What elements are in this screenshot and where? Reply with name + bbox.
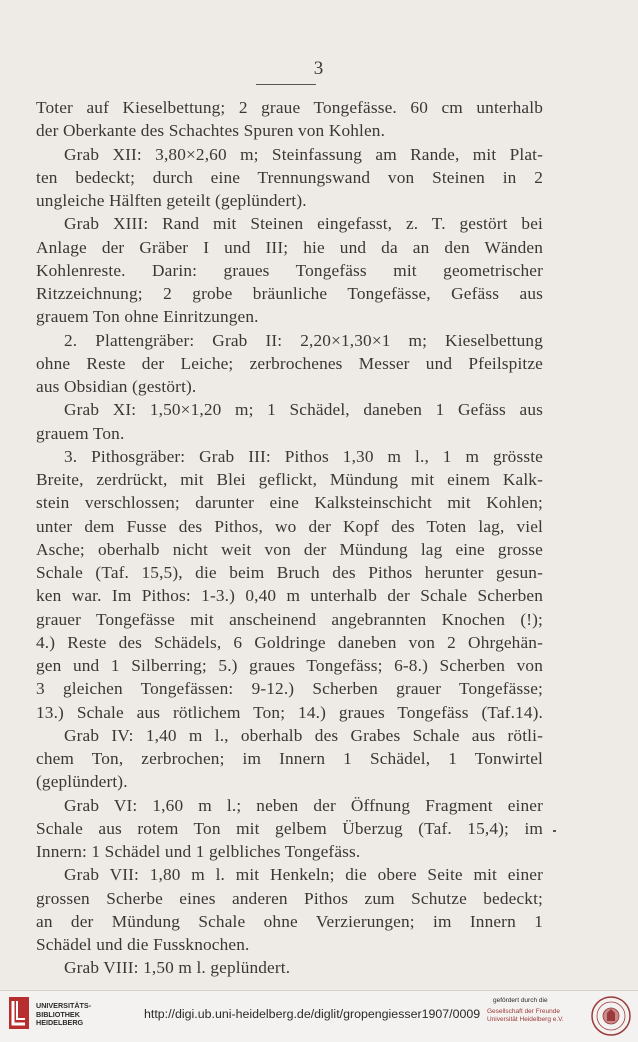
page-number-rule <box>256 84 316 85</box>
sponsor-name <box>487 1008 585 1024</box>
text-line: 2. Plattengräber: Grab II: 2,20×1,30×1 m; Kieselbettung <box>64 330 543 350</box>
source-url-link[interactable]: http://digi.ub.uni-heidelberg.de/diglit/gropengiesser1907/0009 <box>144 1007 481 1021</box>
text-line: grossen Scherbe eines anderen Pithos zum Schutze bedeckt; <box>36 888 543 908</box>
text-line: an der Mündung Schale ohne Verzierungen; im Innern 1 <box>36 911 543 931</box>
text-line: Kohlenreste. Darin: graues Tongefäss mit geometrischer <box>36 260 543 280</box>
text-line: (geplündert). <box>36 772 128 792</box>
text-line: 3 gleichen Tongefässen: 9-12.) Scherben grauer Tongefässe; <box>36 679 543 699</box>
text-line: Grab VIII: 1,50 m l. geplündert. <box>64 958 291 978</box>
text-line: gen und 1 Silberring; 5.) graues Tongefäss; 6-8.) Scherben von <box>36 656 543 675</box>
sponsor-name-line: Universität Heidelberg e.V. <box>487 1016 564 1023</box>
body-text <box>36 96 543 980</box>
text-line: Breite, zerdrückt, mit Blei geflickt, Mündung mit einem Kalk- <box>36 470 543 489</box>
text-line: ohne Reste der Leiche; zerbrochenes Messer und Pfeilspitze <box>36 353 543 373</box>
page-number: 3 <box>313 58 325 79</box>
text-line: 3. Pithosgräber: Grab III: Pithos 1,30 m l., 1 m grösste <box>64 446 543 466</box>
text-line: Grab XI: 1,50×1,20 m; 1 Schädel, daneben 1 Gefäss aus <box>64 400 543 420</box>
sponsor-block <box>487 997 585 1024</box>
text-line: Schädel und die Fussknochen. <box>36 935 250 954</box>
text-line: 13.) Schale aus rötlichem Ton; 14.) graues Tongefäss (Taf.14). <box>36 702 543 722</box>
text-line: ken war. Im Pithos: 1-3.) 0,40 m unterhalb der Schale Scherben <box>36 586 543 606</box>
text-line: Grab IV: 1,40 m l., oberhalb des Grabes Schale aus rötli- <box>64 725 543 745</box>
text-line: Asche; oberhalb nicht weit von der Mündung lag eine grosse <box>36 539 543 559</box>
text-line: Grab VII: 1,80 m l. mit Henkeln; die obere Seite mit einer <box>64 865 543 885</box>
sponsor-name-line: Gesellschaft der Freunde <box>487 1008 560 1015</box>
text-line: grauem Ton ohne Einritzungen. <box>36 307 259 327</box>
margin-mark <box>553 830 556 832</box>
text-line: Anlage der Gräber I und III; hie und da an den Wänden <box>36 237 543 257</box>
text-line: 4.) Reste des Schädels, 6 Goldringe daneben von 2 Ohrgehän- <box>36 632 543 652</box>
text-line: ten bedeckt; durch eine Trennungswand von Steinen in 2 <box>36 167 543 187</box>
library-name-line: BIBLIOTHEK <box>36 1009 80 1019</box>
text-line: chem Ton, zerbrochen; im Innern 1 Schädel, 1 Tonwirtel <box>36 749 543 768</box>
text-line: Grab VI: 1,60 m l.; neben der Öffnung Fragment einer <box>64 795 543 815</box>
library-name <box>36 1002 91 1028</box>
text-line: Grab XII: 3,80×2,60 m; Steinfassung am Rande, mit Plat- <box>64 144 543 164</box>
text-line: Ritzzeichnung; 2 grobe bräunliche Tongefässe, Gefäss aus <box>36 284 543 303</box>
footer-bar <box>0 990 638 1042</box>
text-line: der Oberkante des Schachtes Spuren von Kohlen. <box>36 121 386 141</box>
text-line: stein verschlossen; darunter eine Kalksteinschicht mit Kohlen; <box>36 493 543 513</box>
text-line: unter dem Fusse des Pithos, wo der Kopf des Toten lag, viel <box>36 516 543 536</box>
text-line: Schale aus rotem Ton mit gelbem Überzug (Taf. 15,4); im <box>36 818 543 838</box>
text-line: ungleiche Hälften geteilt (geplündert). <box>36 191 307 210</box>
text-line: Grab XIII: Rand mit Steinen eingefasst, z. T. gestört bei <box>64 214 543 234</box>
text-line: Innern: 1 Schädel und 1 gelbliches Tongefäss. <box>36 842 361 861</box>
university-seal-icon <box>590 995 632 1037</box>
library-name-line: HEIDELBERG <box>36 1018 84 1027</box>
text-line: Schale (Taf. 15,5), die beim Bruch des Pithos herunter gesun- <box>36 563 543 582</box>
sponsor-label: gefördert durch die <box>493 997 548 1004</box>
library-name-line: UNIVERSITÄTS- <box>36 1001 92 1010</box>
text-line: aus Obsidian (gestört). <box>36 377 197 396</box>
library-logo-icon <box>8 996 30 1030</box>
text-line: grauer Tongefässe mit anscheinend angebrannten Knochen (!); <box>36 609 543 629</box>
text-line: Toter auf Kieselbettung; 2 graue Tongefässe. 60 cm unterhalb <box>36 98 543 117</box>
text-line: grauem Ton. <box>36 423 125 443</box>
